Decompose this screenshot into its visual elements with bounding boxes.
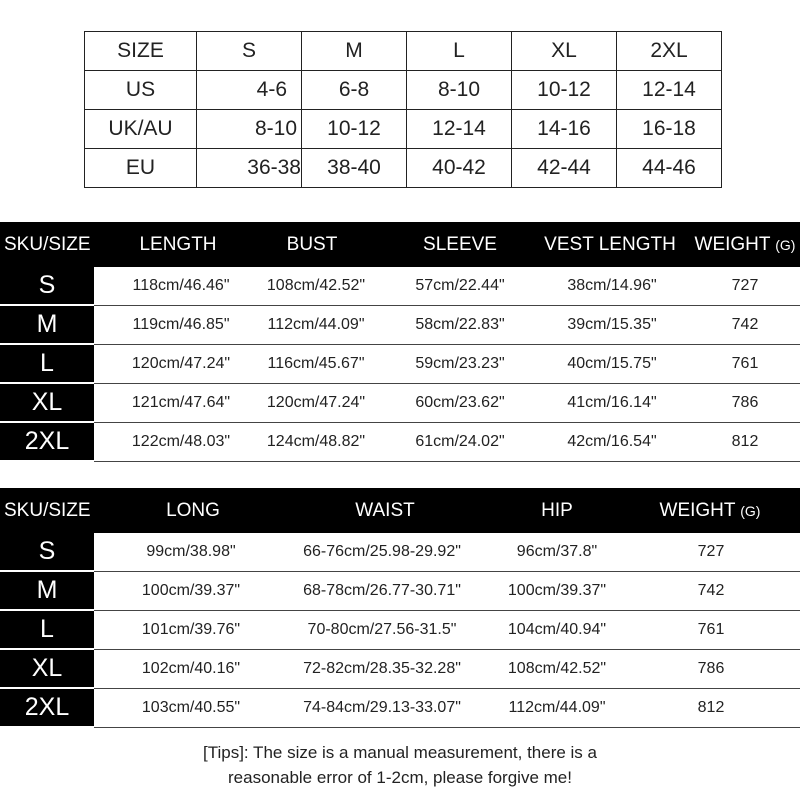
conversion-header-cell: 2XL bbox=[617, 32, 722, 71]
conversion-header-cell: S bbox=[197, 32, 302, 71]
table-cell: 66-76cm/25.98-29.92" bbox=[303, 543, 461, 560]
conversion-cell: 10-12 bbox=[512, 71, 617, 110]
table-row bbox=[0, 611, 800, 650]
conversion-cell: 40-42 bbox=[407, 149, 512, 188]
size-label: XL bbox=[0, 384, 94, 421]
table-cell: 61cm/24.02" bbox=[415, 433, 505, 450]
table-cell: 96cm/37.8" bbox=[516, 543, 598, 560]
top-measurement-table bbox=[0, 222, 800, 462]
table-cell: 112cm/44.09" bbox=[508, 699, 606, 716]
conversion-header-cell: XL bbox=[512, 32, 617, 71]
table-cell: 38cm/14.96" bbox=[567, 277, 657, 294]
top-table-body bbox=[0, 267, 800, 462]
table-cell: 101cm/39.76" bbox=[141, 621, 241, 638]
table-cell: 122cm/48.03" bbox=[131, 433, 231, 450]
conversion-cell: 8-10 bbox=[197, 110, 302, 149]
header-bust: BUST bbox=[286, 234, 338, 255]
conversion-row-us bbox=[85, 71, 722, 110]
table-cell: 742 bbox=[731, 316, 759, 333]
table-cell: 60cm/23.62" bbox=[415, 394, 505, 411]
table-row bbox=[0, 384, 800, 423]
table-cell: 119cm/46.85" bbox=[132, 316, 230, 333]
size-label: 2XL bbox=[0, 423, 94, 460]
header-sleeve: SLEEVE bbox=[423, 234, 497, 255]
table-cell: 121cm/47.64" bbox=[131, 394, 231, 411]
conversion-cell: 42-44 bbox=[512, 149, 617, 188]
table-cell: 70-80cm/27.56-31.5" bbox=[307, 621, 457, 638]
table-row bbox=[0, 533, 800, 572]
conversion-row-eu bbox=[85, 149, 722, 188]
size-conversion-table bbox=[84, 31, 722, 188]
header-vest-length: VEST LENGTH bbox=[544, 234, 676, 255]
size-label: L bbox=[0, 345, 94, 382]
conversion-cell: EU bbox=[85, 149, 197, 188]
conversion-header-cell: L bbox=[407, 32, 512, 71]
table-cell: 74-84cm/29.13-33.07" bbox=[303, 699, 461, 716]
table-cell: 58cm/22.83" bbox=[415, 316, 505, 333]
table-row bbox=[0, 423, 800, 462]
table-cell: 100cm/39.37" bbox=[507, 582, 607, 599]
table-row bbox=[0, 306, 800, 345]
header-long: LONG bbox=[166, 500, 220, 521]
conversion-cell: UK/AU bbox=[85, 110, 197, 149]
table-row bbox=[0, 689, 800, 728]
row-divider bbox=[94, 727, 800, 728]
row-divider bbox=[94, 461, 800, 462]
table-cell: 41cm/16.14" bbox=[567, 394, 657, 411]
table-row bbox=[0, 572, 800, 611]
table-cell: 72-82cm/28.35-32.28" bbox=[303, 660, 461, 677]
table-cell: 786 bbox=[731, 394, 759, 411]
conversion-cell: 36-38 bbox=[197, 149, 302, 188]
conversion-row-ukau bbox=[85, 110, 722, 149]
table-cell: 116cm/45.67" bbox=[267, 355, 365, 372]
tips-line-1: [Tips]: The size is a manual measurement, there is a bbox=[202, 743, 597, 762]
table-row bbox=[0, 345, 800, 384]
conversion-cell: 14-16 bbox=[512, 110, 617, 149]
tips-note bbox=[0, 740, 800, 790]
table-cell: 100cm/39.37" bbox=[141, 582, 241, 599]
table-cell: 57cm/22.44" bbox=[415, 277, 505, 294]
size-label: 2XL bbox=[0, 689, 94, 726]
conversion-cell: 12-14 bbox=[407, 110, 512, 149]
table-cell: 727 bbox=[697, 543, 725, 560]
table-cell: 727 bbox=[731, 277, 759, 294]
table-cell: 761 bbox=[731, 355, 759, 372]
conversion-header-cell: M bbox=[302, 32, 407, 71]
header-weight-unit: (G) bbox=[740, 503, 761, 519]
header-weight bbox=[695, 222, 796, 268]
size-label: L bbox=[0, 611, 94, 648]
conversion-cell: 38-40 bbox=[302, 149, 407, 188]
header-weight-label: WEIGHT bbox=[659, 500, 736, 521]
table-cell: 99cm/38.98" bbox=[146, 543, 236, 560]
table-row bbox=[0, 267, 800, 306]
bottom-measurement-table bbox=[0, 488, 800, 728]
table-row bbox=[0, 650, 800, 689]
size-label: S bbox=[0, 533, 94, 570]
conversion-cell: 44-46 bbox=[617, 149, 722, 188]
header-weight-unit: (G) bbox=[775, 237, 796, 253]
header-waist: WAIST bbox=[355, 500, 415, 521]
header-weight-label: WEIGHT bbox=[694, 234, 771, 255]
table-cell: 42cm/16.54" bbox=[567, 433, 657, 450]
table-cell: 68-78cm/26.77-30.71" bbox=[303, 582, 461, 599]
table-cell: 786 bbox=[697, 660, 725, 677]
table-cell: 761 bbox=[697, 621, 725, 638]
table-cell: 108cm/42.52" bbox=[266, 277, 366, 294]
header-sku-size: SKU/SIZE bbox=[4, 500, 91, 521]
conversion-cell: 6-8 bbox=[302, 71, 407, 110]
conversion-header-cell: SIZE bbox=[85, 32, 197, 71]
conversion-cell: US bbox=[85, 71, 197, 110]
table-cell: 124cm/48.82" bbox=[266, 433, 366, 450]
top-table-header bbox=[0, 222, 800, 267]
conversion-cell: 4-6 bbox=[197, 71, 302, 110]
size-label: S bbox=[0, 267, 94, 304]
conversion-header-row bbox=[85, 32, 722, 71]
bottom-table-body bbox=[0, 533, 800, 728]
table-cell: 104cm/40.94" bbox=[507, 621, 607, 638]
table-cell: 112cm/44.09" bbox=[267, 316, 365, 333]
conversion-cell: 16-18 bbox=[617, 110, 722, 149]
table-cell: 118cm/46.46" bbox=[132, 277, 230, 294]
size-label: XL bbox=[0, 650, 94, 687]
size-label: M bbox=[0, 572, 94, 609]
header-length: LENGTH bbox=[139, 234, 217, 255]
table-cell: 59cm/23.23" bbox=[415, 355, 505, 372]
bottom-table-header bbox=[0, 488, 800, 533]
table-cell: 120cm/47.24" bbox=[131, 355, 231, 372]
table-cell: 812 bbox=[731, 433, 759, 450]
table-cell: 103cm/40.55" bbox=[141, 699, 241, 716]
table-cell: 39cm/15.35" bbox=[567, 316, 657, 333]
conversion-cell: 10-12 bbox=[302, 110, 407, 149]
table-cell: 742 bbox=[697, 582, 725, 599]
table-cell: 120cm/47.24" bbox=[266, 394, 366, 411]
table-cell: 102cm/40.16" bbox=[141, 660, 241, 677]
conversion-cell: 8-10 bbox=[407, 71, 512, 110]
conversion-cell: 12-14 bbox=[617, 71, 722, 110]
size-label: M bbox=[0, 306, 94, 343]
header-hip: HIP bbox=[541, 500, 573, 521]
table-cell: 40cm/15.75" bbox=[567, 355, 657, 372]
header-weight bbox=[660, 488, 761, 534]
table-cell: 108cm/42.52" bbox=[507, 660, 607, 677]
table-cell: 812 bbox=[697, 699, 725, 716]
tips-line-2: reasonable error of 1-2cm, please forgive me! bbox=[228, 768, 572, 787]
header-sku-size: SKU/SIZE bbox=[4, 234, 91, 255]
